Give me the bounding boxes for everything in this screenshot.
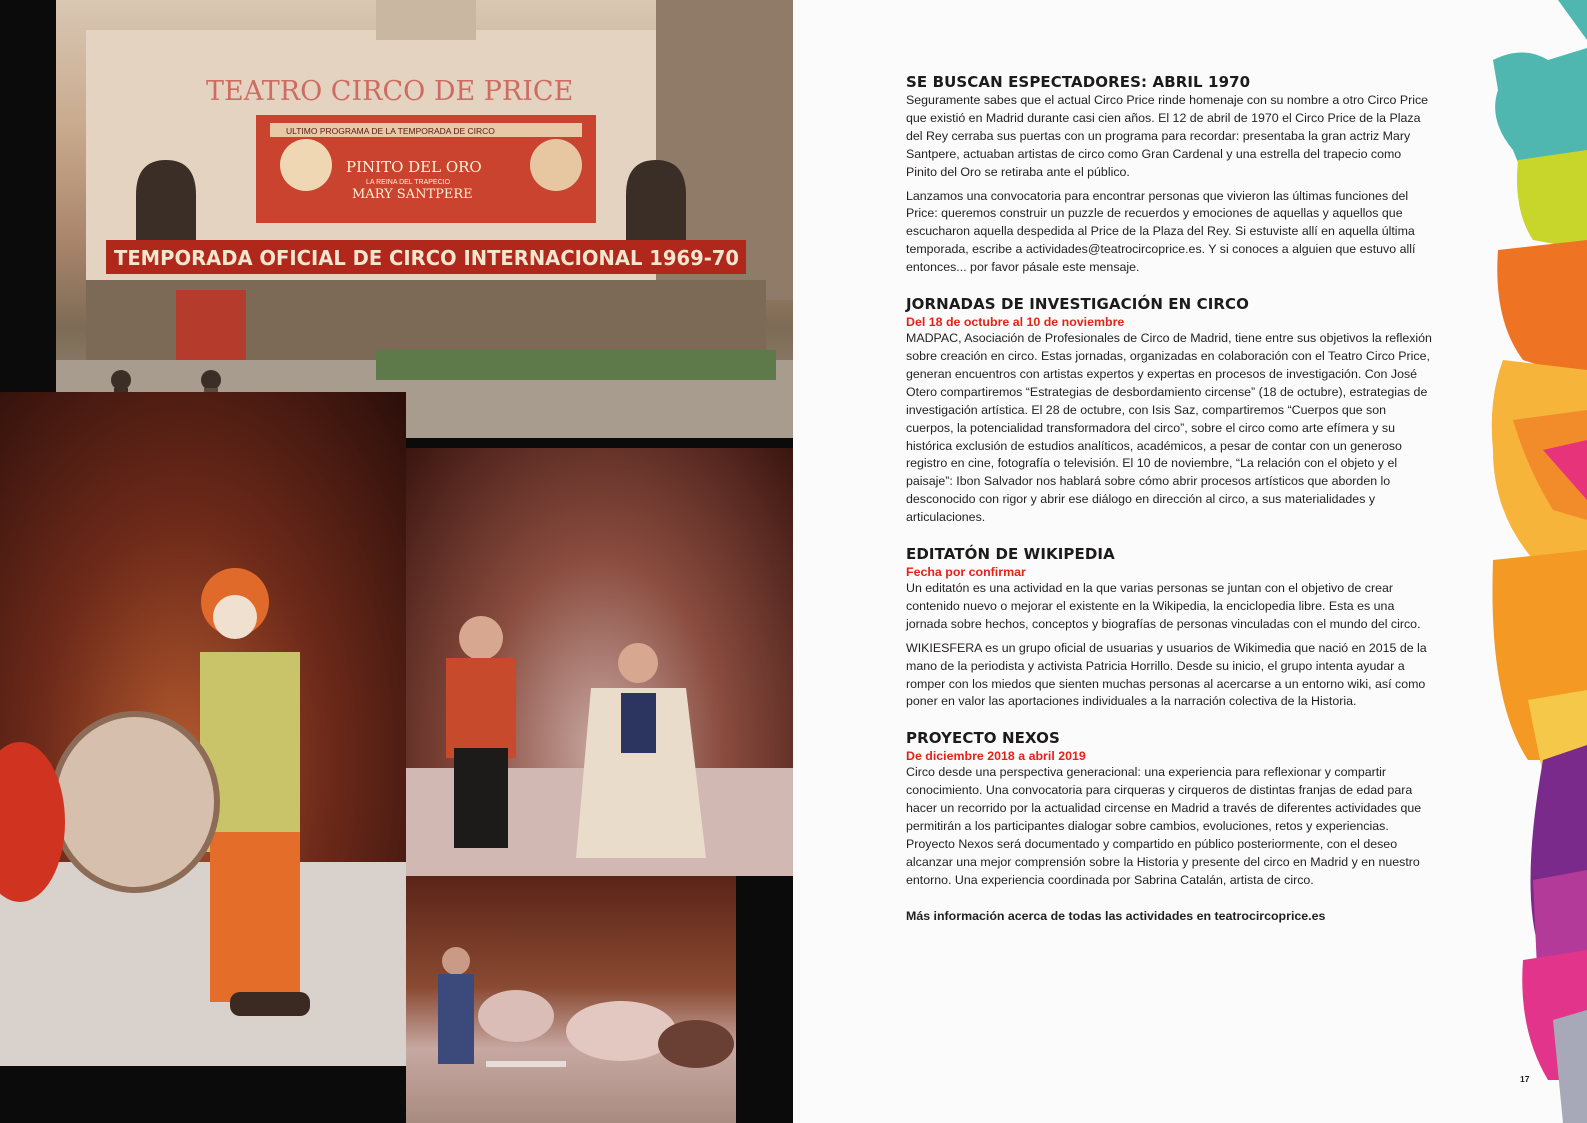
pigs-illustration [406,876,736,1123]
clown-with-drum-photo [0,392,406,1066]
section-jornadas [906,295,1432,527]
season-banner-text: TEMPORADA OFICIAL DE CIRCO INTERNACIONAL 1969-70 [114,246,739,270]
section-title: EDITATÓN DE WIKIPEDIA [906,545,1115,564]
teatro-circo-price-facade-photo [56,0,793,438]
paragraph: WIKIESFERA es un grupo oficial de usuarias y usuarios de Wikimedia que nació en 2015 de la mano de la periodista y activista Patricia Horrillo. Desde su inicio, el grupo intenta ayudar a romper con los miedos que sienten muchas personas al acercarse a un entorno wiki, así como poner en valor las aportaciones individuales a la narración colectiva de la Historia. [906,640,1427,709]
facade-illustration [56,0,793,438]
billboard-header: ULTIMO PROGRAMA DE LA TEMPORADA DE CIRCO [286,126,495,136]
section-title: SE BUSCAN ESPECTADORES: ABRIL 1970 [906,73,1251,91]
billboard-trapecio: LA REINA DEL TRAPECIO [366,179,451,186]
section-title: JORNADAS DE INVESTIGACIÓN EN CIRCO [906,295,1250,314]
paint-strip-decoration [1433,0,1587,1123]
photo-collage [0,0,793,1123]
paragraph: MADPAC, Asociación de Profesionales de Circo de Madrid, tiene entre sus objetivos la reflexión sobre creación en circo. Estas jornadas, organizadas en colaboración con el Teatro Circo Price, generan encuentros con artistas expertos y expertas en procesos de investigación. Con José Otero compartiremos “Estrategias de desbordamiento circense” (18 de octubre), estrategias de investigación artística. El 28 de octubre, con Isis Saz, compartiremos “Cuerpos que son cuerpos, la potencialidad transformadora del circo”, sobre el circo como arte efímera y su histórica exclusión de estudios analíticos, académicos, a pesar de contar con un generoso registro en cine, fotografía o televisión. El 10 de noviembre, “La relación con el objeto y el paisaje”: Ibon Salvador nos hablará sobre cómo abrir procesos artísticos que aborden lo desconocido con rigor y abrir ese diálogo en dirección al circo, a sus materialidades y articulaciones. [906,331,1432,525]
billboard-pinito: PINITO DEL ORO [346,158,482,176]
paragraph: Circo desde una perspectiva generacional: una experiencia para reflexionar y compartir conocimiento. Una convocatoria para cirqueras y cirqueros de distintas franjas de edad para hacer un recorrido por la actualidad circense en Madrid a través de diferentes actividades que permitirán a los participantes dialogar sobre cambios, evoluciones, retos y experiencias. Proyecto Nexos será documentado y compartido en público posteriormente, con el deseo alcanzar una mejor comprensión sobre la Historia y presente del circo en Madrid y en nuestro entorno. Una experiencia coordinada por Sabrina Catalán, artista de circo. [906,765,1422,887]
section-date: Fecha por confirmar [906,565,1026,580]
facade-sign-text: TEATRO CIRCO DE PRICE [206,76,574,107]
section-espectadores [906,73,1432,277]
section-title: PROYECTO NEXOS [906,729,1060,748]
more-info-link[interactable]: Más información acerca de todas las actividades en teatrocircoprice.es [906,908,1326,923]
ringmaster-and-trapeze-artist-photo [406,448,793,876]
paragraph: Seguramente sabes que el actual Circo Price rinde homenaje con su nombre a otro Circo Price que existió en Madrid durante casi cien años. El 12 de abril de 1970 el Circo Price de la Plaza del Rey cerraba sus puertas con un programa para recordar: presentaba la gran actriz Mary Santpere, actuaban artistas de circo como Gran Cardenal y una estrella del trapecio como Pinito del Oro se retiraba ante el público. [906,93,1429,179]
billboard-santpere: MARY SANTPERE [352,187,473,202]
clown-illustration [0,392,406,1066]
section-date: De diciembre 2018 a abril 2019 [906,749,1086,764]
section-nexos [906,729,1432,889]
paragraph: Lanzamos una convocatoria para encontrar personas que vivieron las últimas funciones del Price: queremos construir un puzzle de recuerdos y emociones de aquellas y aquellos que escucharon aquella despedida al Price de la Plaza del Rey. Si estuviste allí en aquella última temporada, escribe a actividades@teatrocircoprice.es. Y si conoces a alguien que estuvo allí entonces... por favor pásale este mensaje. [906,188,1416,275]
article-column [906,73,1432,926]
section-date: Del 18 de octubre al 10 de noviembre [906,315,1125,330]
page-number: 17 [1520,1074,1530,1084]
ring-illustration [406,448,793,876]
section-editaton [906,545,1432,711]
trained-pigs-act-photo [406,876,736,1123]
paragraph: Un editatón es una actividad en la que varias personas se juntan con el objetivo de crear contenido nuevo o mejorar el existente en la Wikipedia, la enciclopedia libre. Esta es una jornada sobre hechos, conceptos y biografías de personas vinculadas con el mundo del circo. [906,581,1421,631]
